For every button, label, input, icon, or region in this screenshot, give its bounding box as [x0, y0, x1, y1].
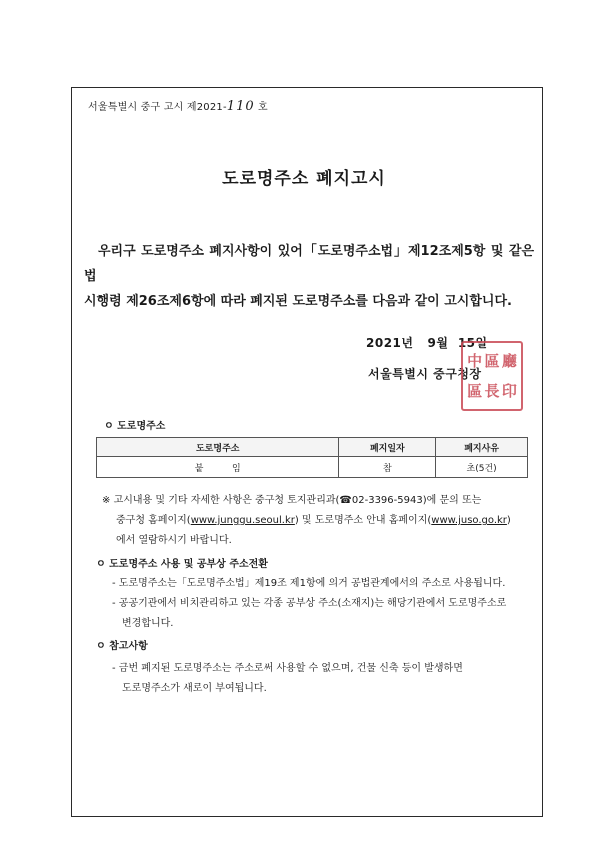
- column-header: 폐지일자: [339, 438, 436, 457]
- note-line-2: [102, 511, 532, 531]
- seal-char: 區: [484, 351, 500, 370]
- intro-paragraph: [84, 239, 534, 314]
- seal-char: 長: [484, 381, 500, 400]
- note-text-2c: ): [506, 515, 511, 526]
- note-line-1: [102, 491, 532, 511]
- intro-line-2: 시행령 제26조제6항에 따라 폐지된 도로명주소를 다음과 같이 고시합니다.: [84, 294, 512, 309]
- note-text-1: 고시내용 및 기타 자세한 사항은 중구청 토지관리과(☎02-3396-5943)에 문의 또는: [113, 495, 482, 506]
- notice-number-handwritten: 110: [226, 99, 255, 114]
- usage-item-2: - 공공기관에서 비치관리하고 있는 각종 공부상 주소(소재지)는 해당기관에서 도로명주소로: [112, 598, 507, 609]
- page-title: 도로명주소 폐지고시: [222, 169, 386, 189]
- seal-char: 區: [467, 381, 483, 400]
- table-cell-road: 붙 임: [97, 457, 339, 478]
- section-heading-road: ㅇ 도로명주소: [104, 421, 166, 432]
- reference-body: [112, 659, 532, 699]
- note-line-3: 에서 열람하시기 바랍니다.: [116, 535, 232, 546]
- notice-number-prefix: 서울특별시 중구 고시 제2021-: [88, 102, 227, 113]
- intro-line-1: 우리구 도로명주소 폐지사항이 있어「도로명주소법」제12조제5항 및 같은 법: [84, 244, 534, 284]
- note-text-2b: ) 및 도로명주소 안내 홈페이지(: [294, 515, 432, 526]
- table-cell-reason: 초(5건): [436, 457, 528, 478]
- section-heading-usage: ㅇ 도로명주소 사용 및 공부상 주소전환: [96, 559, 268, 570]
- note-text-2a: 중구청 홈페이지(: [116, 515, 191, 526]
- seal-char: 印: [501, 381, 517, 400]
- usage-item-2-cont: 변경합니다.: [122, 618, 174, 629]
- note-block: [102, 491, 532, 551]
- issuer-name: 서울특별시 중구청장: [368, 367, 482, 381]
- notice-number: [88, 98, 268, 114]
- column-header: 도로명주소: [97, 438, 339, 457]
- column-header: 폐지사유: [436, 438, 528, 457]
- juso-homepage-link[interactable]: www.juso.go.kr: [431, 515, 507, 526]
- table-row: [97, 457, 528, 478]
- section-heading-reference: ㅇ 참고사항: [96, 641, 148, 652]
- road-table: [96, 437, 528, 478]
- usage-body: [112, 574, 532, 634]
- table-header-row: [97, 438, 528, 457]
- note-mark: ※: [102, 495, 111, 506]
- notice-number-suffix: 호: [258, 102, 268, 113]
- junggu-homepage-link[interactable]: www.junggu.seoul.kr: [190, 515, 295, 526]
- notice-date: 2021년 9월 15일: [366, 336, 488, 350]
- reference-item-1-cont: 도로명주소가 새로이 부여됩니다.: [122, 683, 267, 694]
- reference-item-1: - 금번 폐지된 도로명주소는 주소로써 사용할 수 없으며, 건물 신축 등이 발생하면: [112, 663, 463, 674]
- table-cell-date: 참: [339, 457, 436, 478]
- seal-char: 廳: [501, 351, 517, 370]
- seal-char: 中: [467, 351, 483, 370]
- usage-item-1: - 도로명주소는「도로명주소법」제19조 제1항에 의거 공법관계에서의 주소로 사용됩니다.: [112, 578, 506, 589]
- official-seal: [461, 341, 523, 411]
